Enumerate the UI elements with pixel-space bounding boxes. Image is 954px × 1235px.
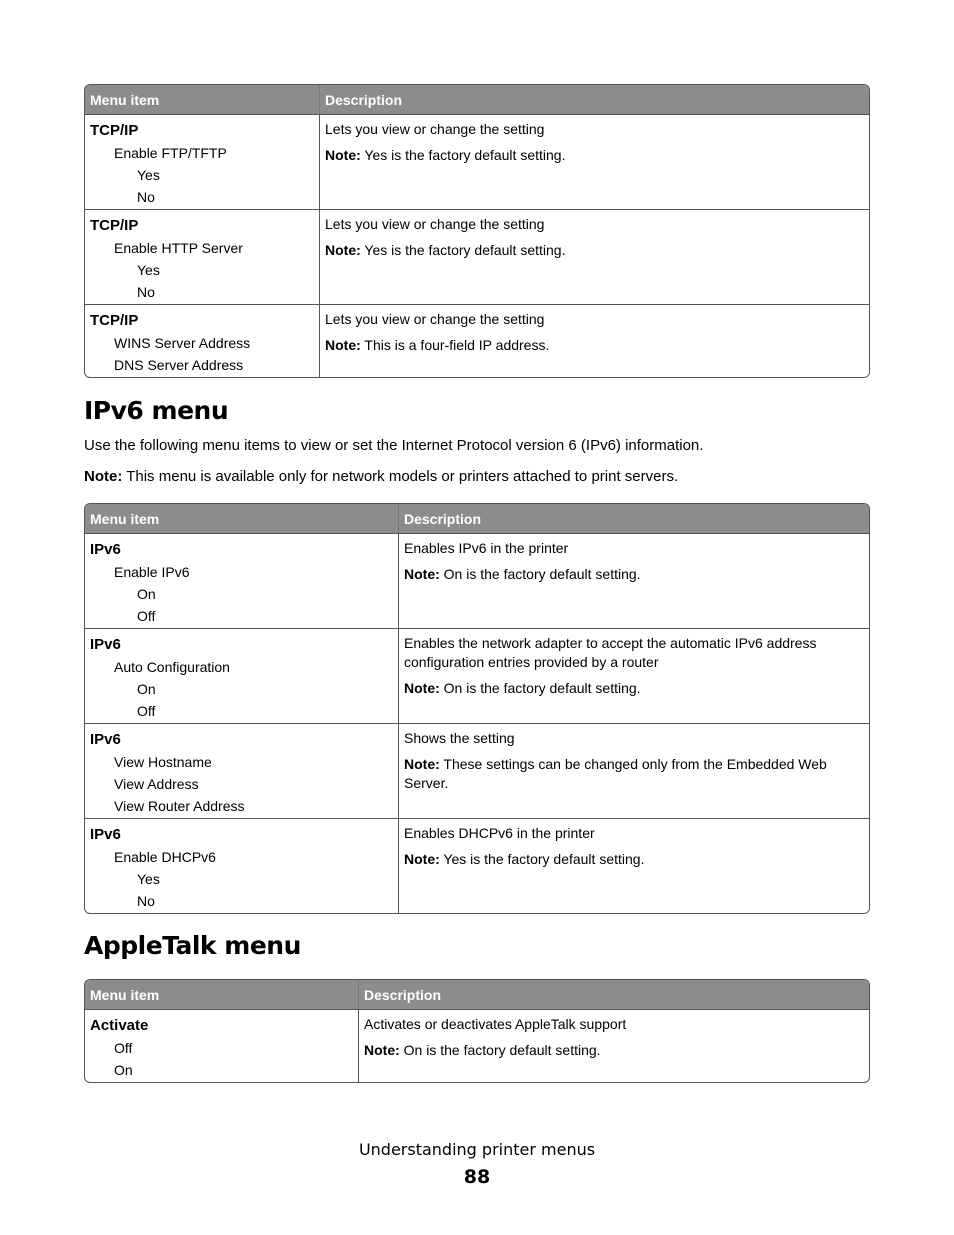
menu-item-title: Activate — [90, 1017, 149, 1034]
column-header-menu-item: Menu item — [85, 85, 320, 114]
table-row — [85, 818, 869, 913]
page-number: 88 — [463, 1166, 491, 1188]
menu-item-option: Off — [137, 608, 156, 624]
description-text: Lets you view or change the setting — [325, 121, 545, 137]
menu-item-sub: Enable IPv6 — [114, 564, 190, 580]
note-label: Note: — [364, 1042, 400, 1058]
column-header-description: Description — [404, 510, 482, 527]
section-heading-ipv6: IPv6 menu — [84, 396, 229, 425]
column-header-description: Description — [325, 91, 403, 108]
note-label: Note: — [325, 242, 361, 258]
note-label: Note: — [84, 468, 123, 485]
menu-item-title: TCP/IP — [90, 217, 139, 234]
note-label: Note: — [404, 566, 440, 582]
note-text: This menu is available only for network models or printers attached to print servers. — [122, 468, 679, 485]
description-text: Enables the network adapter to accept the automatic IPv6 address configuration entries provided by a router — [404, 635, 817, 670]
note-text: This is a four-field IP address. — [360, 337, 550, 353]
menu-item-title: IPv6 — [90, 826, 121, 843]
menu-item-option: No — [137, 284, 155, 300]
tcpip-table — [84, 84, 870, 378]
menu-item-option: On — [137, 586, 156, 602]
description-text: Enables IPv6 in the printer — [404, 540, 569, 556]
menu-item-sub: Enable HTTP Server — [114, 240, 243, 256]
note-text: On is the factory default setting. — [399, 1042, 601, 1058]
ipv6-table — [84, 503, 870, 914]
note-label: Note: — [325, 147, 361, 163]
menu-item-title: IPv6 — [90, 636, 121, 653]
menu-item-sub: DNS Server Address — [114, 357, 244, 373]
menu-item-sub: View Hostname — [114, 754, 212, 770]
description-note — [404, 565, 864, 584]
table-row — [85, 209, 869, 304]
menu-item-option: No — [137, 893, 155, 909]
menu-item-option: On — [137, 681, 156, 697]
menu-item-option: No — [137, 189, 155, 205]
note-text: These settings can be changed only from the Embedded Web Server. — [404, 756, 827, 791]
section-note — [84, 468, 678, 485]
description-text: Shows the setting — [404, 730, 515, 746]
table-header — [85, 504, 869, 533]
menu-item-title: IPv6 — [90, 731, 121, 748]
description-text: Lets you view or change the setting — [325, 216, 545, 232]
section-heading-appletalk: AppleTalk menu — [84, 931, 301, 960]
table-row — [85, 628, 869, 723]
note-label: Note: — [325, 337, 361, 353]
note-label: Note: — [404, 680, 440, 696]
column-header-description: Description — [364, 986, 442, 1003]
section-intro: Use the following menu items to view or set the Internet Protocol version 6 (IPv6) information. — [84, 437, 704, 454]
menu-item-option: Yes — [137, 871, 160, 887]
note-text: On is the factory default setting. — [439, 566, 641, 582]
menu-item-option: Yes — [137, 167, 160, 183]
menu-item-sub: On — [114, 1062, 133, 1078]
description-note — [404, 850, 864, 869]
appletalk-table — [84, 979, 870, 1083]
note-label: Note: — [404, 851, 440, 867]
menu-item-option: Off — [137, 703, 156, 719]
menu-item-sub: Off — [114, 1040, 133, 1056]
menu-item-option: Yes — [137, 262, 160, 278]
table-row — [85, 1009, 869, 1082]
menu-item-sub: View Router Address — [114, 798, 245, 814]
note-text: Yes is the factory default setting. — [360, 147, 566, 163]
description-text: Enables DHCPv6 in the printer — [404, 825, 595, 841]
column-header-menu-item: Menu item — [85, 504, 399, 533]
footer-section-title: Understanding printer menus — [358, 1140, 596, 1159]
menu-item-sub: Auto Configuration — [114, 659, 230, 675]
menu-item-sub: Enable FTP/TFTP — [114, 145, 227, 161]
description-text: Lets you view or change the setting — [325, 311, 545, 327]
column-header-menu-item: Menu item — [85, 980, 359, 1009]
note-text: Yes is the factory default setting. — [360, 242, 566, 258]
note-text: On is the factory default setting. — [439, 680, 641, 696]
menu-item-title: TCP/IP — [90, 312, 139, 329]
menu-item-sub: WINS Server Address — [114, 335, 251, 351]
note-text: Yes is the factory default setting. — [439, 851, 645, 867]
table-row — [85, 304, 869, 377]
table-header — [85, 980, 869, 1009]
description-note — [325, 146, 864, 165]
description-note — [364, 1041, 864, 1060]
menu-item-title: IPv6 — [90, 541, 121, 558]
description-note — [325, 241, 864, 260]
description-text: Activates or deactivates AppleTalk support — [364, 1016, 627, 1032]
note-label: Note: — [404, 756, 440, 772]
menu-item-sub: View Address — [114, 776, 199, 792]
table-row — [85, 723, 869, 818]
description-note — [404, 679, 864, 698]
menu-item-title: TCP/IP — [90, 122, 139, 139]
table-row — [85, 114, 869, 209]
description-note — [325, 336, 864, 355]
table-row — [85, 533, 869, 628]
menu-item-sub: Enable DHCPv6 — [114, 849, 216, 865]
table-header — [85, 85, 869, 114]
description-note — [404, 755, 864, 793]
